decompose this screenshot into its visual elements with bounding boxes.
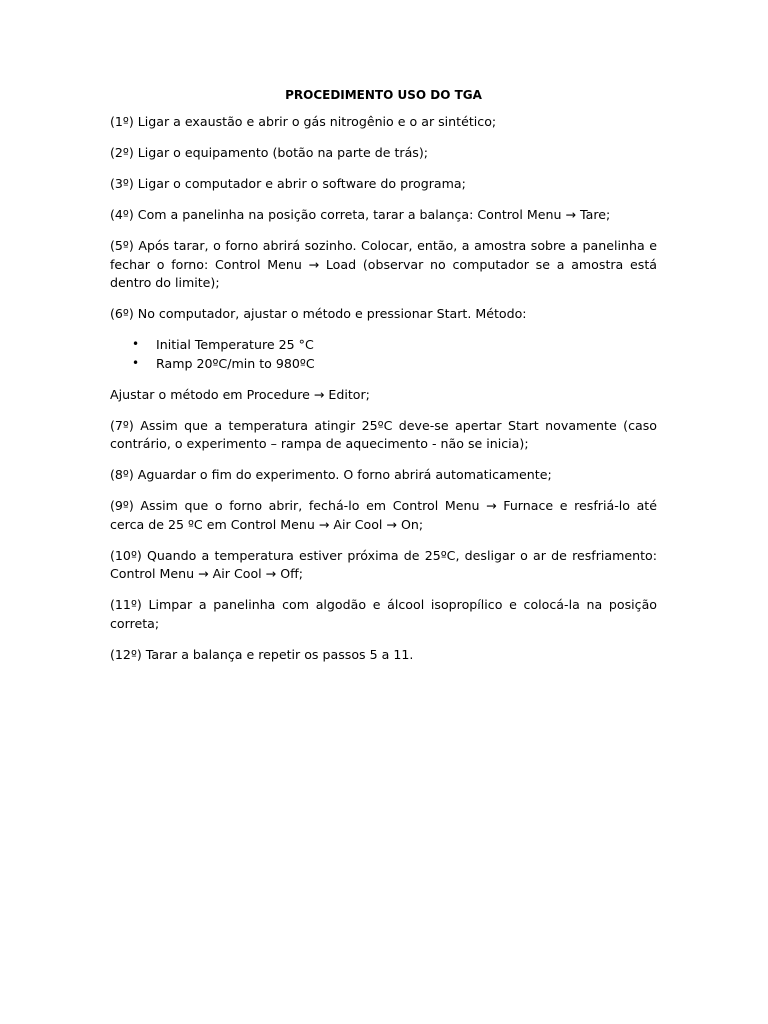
step-2: (2º) Ligar o equipamento (botão na parte de trás); (110, 145, 429, 160)
method-list (110, 335, 657, 374)
bullet-icon: • (132, 336, 140, 351)
step-7: (7º) Assim que a temperatura atingir 25ºC deve-se apertar Start novamente (caso contrário, o experimento – rampa de aquecimento - não se inicia); (110, 417, 657, 451)
step-10: (10º) Quando a temperatura estiver próxima de 25ºC, desligar o ar de resfriamento: Control Menu → Air Cool → Off; (110, 547, 657, 581)
step-12: (12º) Tarar a balança e repetir os passos 5 a 11. (110, 646, 414, 662)
step-8: (8º) Aguardar o fim do experimento. O forno abrirá automaticamente; (110, 467, 552, 482)
method-item-ramp: Ramp 20ºC/min to 980ºC (156, 356, 315, 371)
step-4: (4º) Com a panelinha na posição correta, tarar a balança: Control Menu → Tare; (110, 207, 611, 222)
step-11: (11º) Limpar a panelinha com algodão e álcool isopropílico e colocá-la na posição correta; (110, 597, 657, 631)
bullet-icon: • (132, 356, 140, 370)
adjust-note: Ajustar o método em Procedure → Editor; (110, 386, 370, 402)
step-9: (9º) Assim que o forno abrir, fechá-lo em Control Menu → Furnace e resfriá-lo até cerca de 25 ºC em Control Menu → Air Cool → On; (110, 498, 657, 532)
step-3: (3º) Ligar o computador e abrir o software do programa; (110, 176, 466, 191)
step-6: (6º) No computador, ajustar o método e pressionar Start. Método: (110, 306, 527, 321)
document-page (110, 86, 657, 677)
list-item (132, 335, 657, 355)
method-item-initial-temperature: Initial Temperature 25 °C (156, 336, 314, 352)
step-1: (1º) Ligar a exaustão e abrir o gás nitrogênio e o ar sintético; (110, 114, 497, 129)
document-title: PROCEDIMENTO USO DO TGA (285, 88, 482, 102)
step-5: (5º) Após tarar, o forno abrirá sozinho. Colocar, então, a amostra sobre a panelinha e fechar o forno: Control Menu → Load (observar no computador se a amostra está dentro do limite); (110, 238, 657, 290)
list-item (132, 354, 657, 374)
